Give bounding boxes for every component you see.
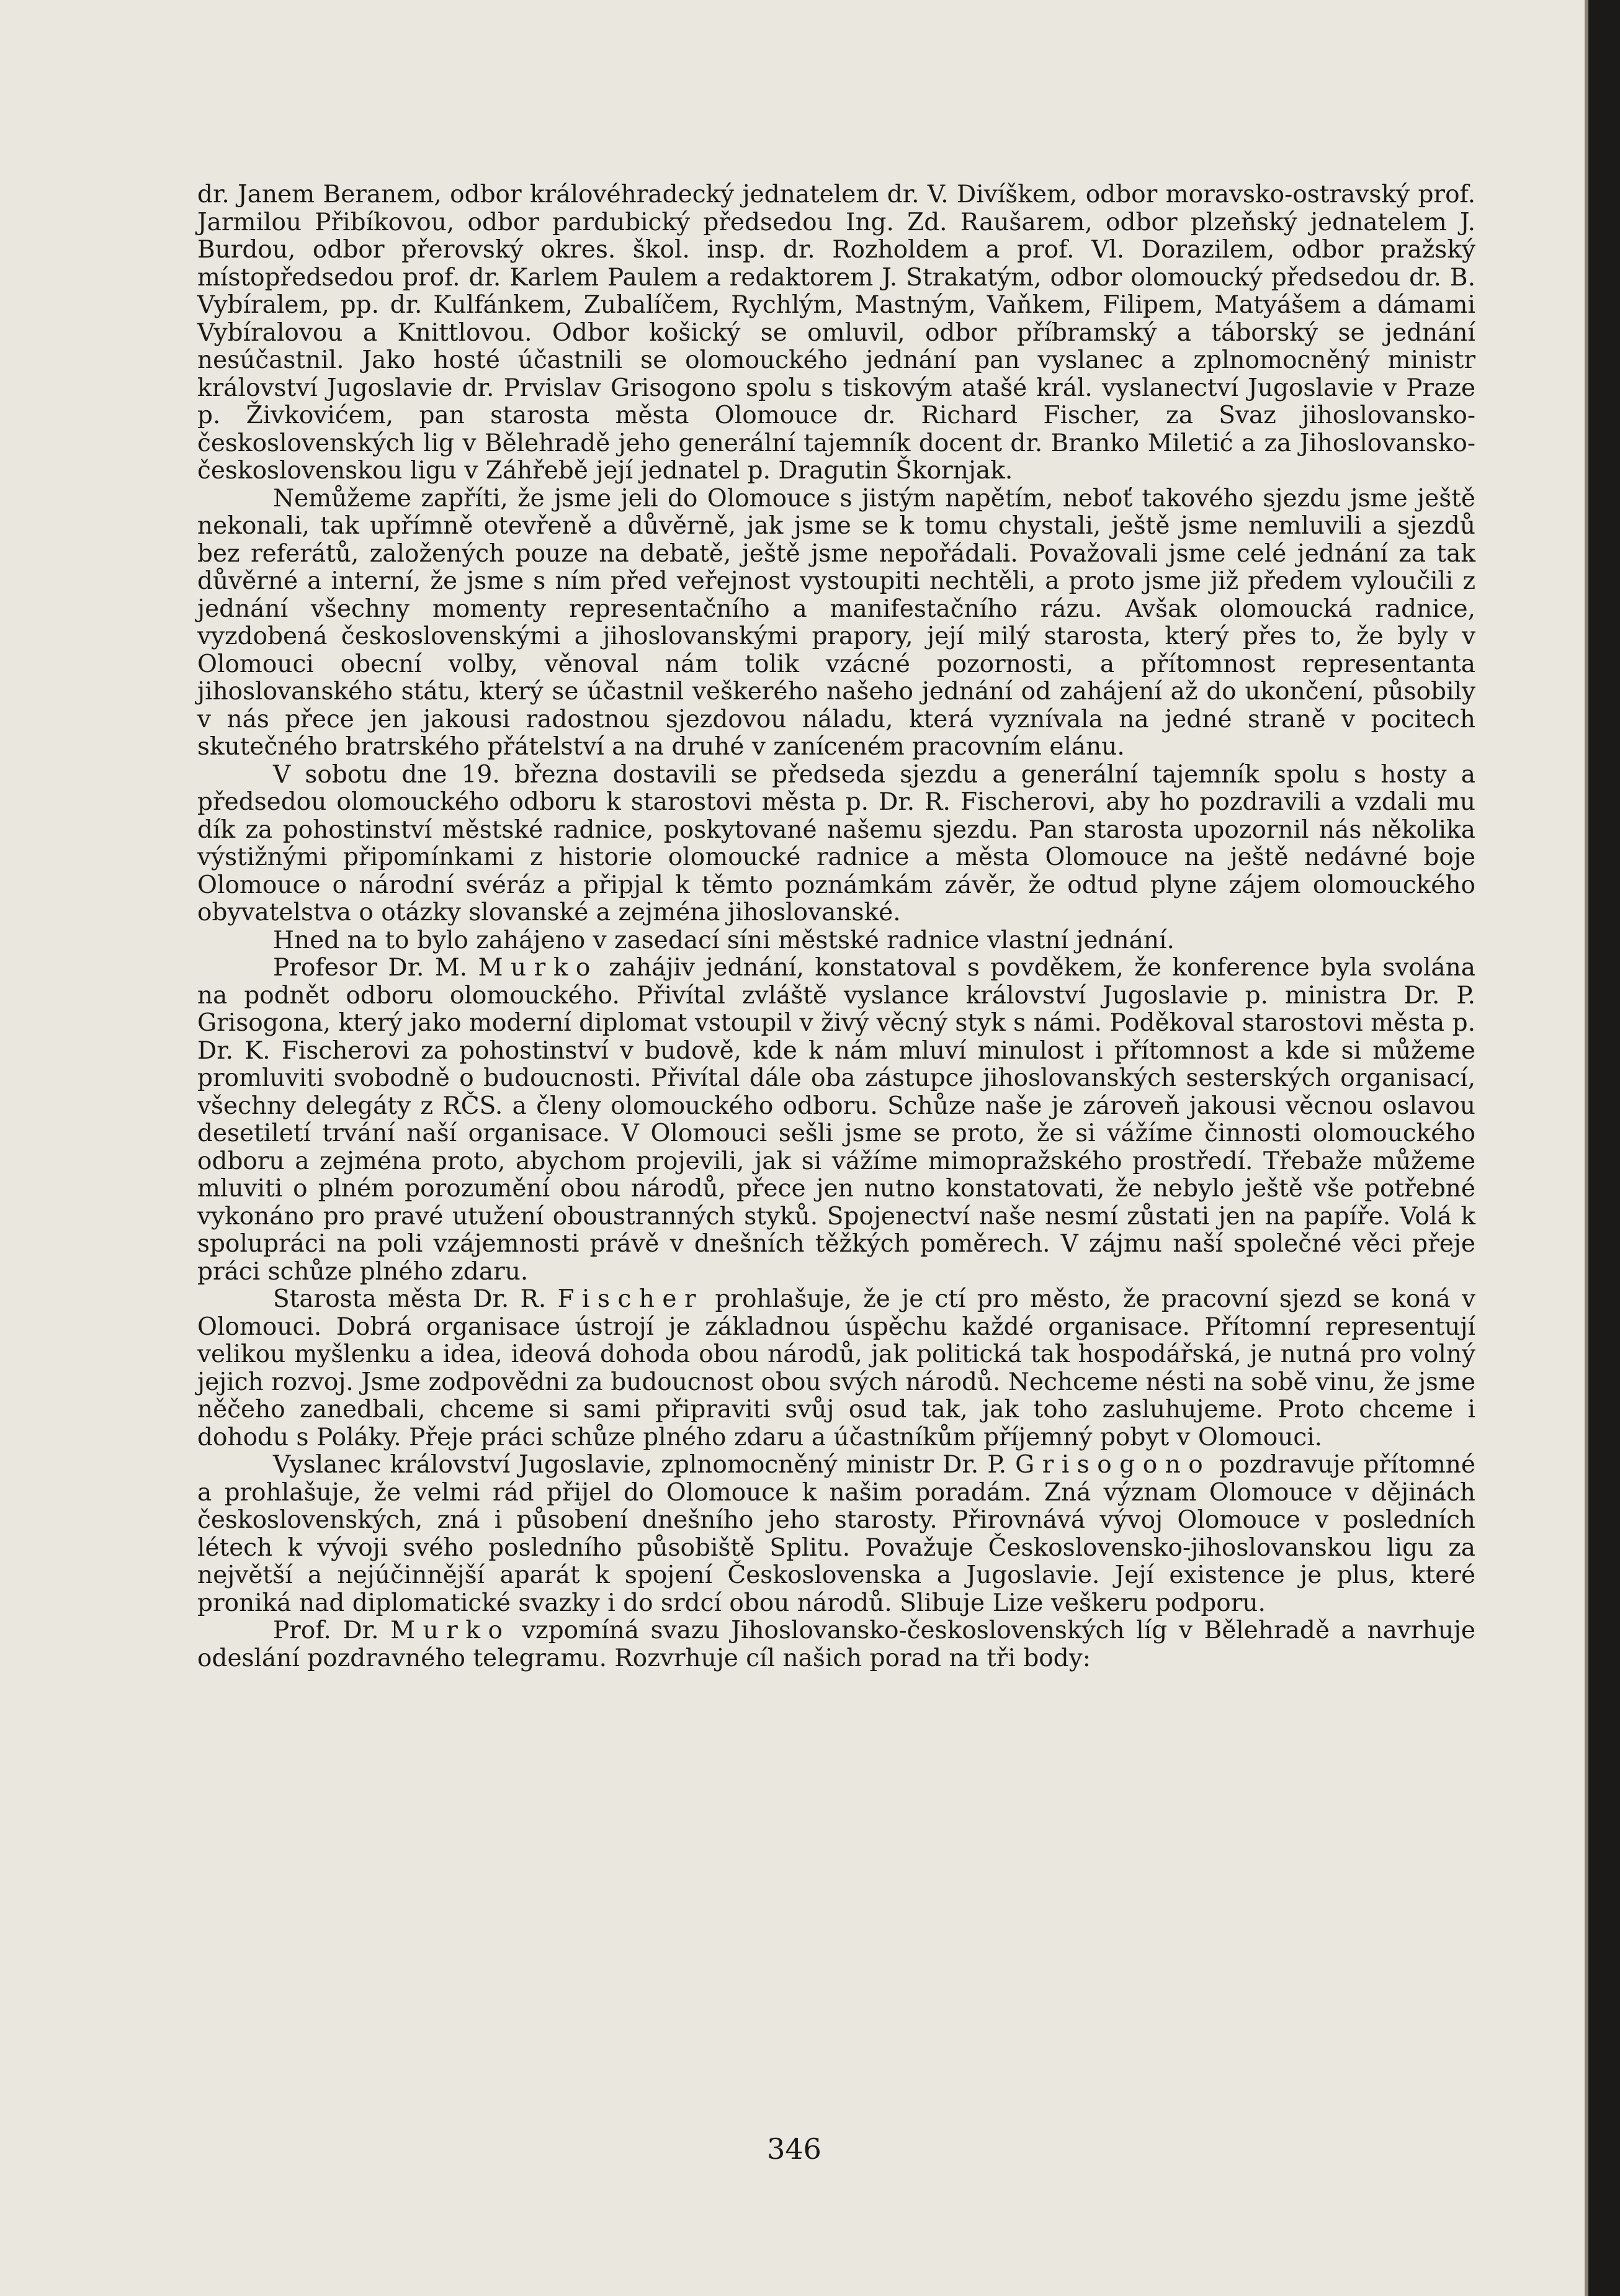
paragraph-grisogono-speech: [197, 1451, 1475, 1617]
paragraph-text: Vyslanec království Jugoslavie, zplnomocněný ministr Dr. P.: [273, 1451, 1016, 1479]
paragraph-text: Prof. Dr.: [273, 1617, 391, 1644]
book-spine: [1588, 0, 1620, 2296]
paragraph-text: Profesor Dr. M.: [273, 954, 478, 982]
speaker-name: Grisogono: [1015, 1451, 1211, 1479]
speaker-name: Murko: [390, 1617, 511, 1644]
paragraph-text: zahájiv jednání, konstatoval s povděkem, že konference byla svolána na podnět odboru olomouckého. Přivítal zvláště vyslance království Jugoslavie p. ministra Dr. P. Grisogona, který jako moderní diplomat vstoupil v živý věcný styk s námi. Poděkoval starostovi města p. Dr. K. Fischerovi za pohostinství v budově, kde k nám mluví minulost i přítomnost a kde si můžeme promluviti svobodně o budoucnosti. Přivítal dále oba zástupce jihoslovanských sesterských organisací, všechny delegáty z RČS. a členy olomouckého odboru. Schůze naše je zároveň jakousi věcnou oslavou desetiletí trvání naší organisace. V Olomouci sešli jsme se proto, že si vážíme činnosti olomouckého odboru a zejména proto, abychom projevili, jak si vážíme mimopražského prostředí. Třebaže můžeme mluviti o plném porozumění obou národů, přece jen nutno konstatovati, že nebylo ještě vše potřebné vykonáno pro pravé utužení oboustranných styků. Spojenectví naše nesmí zůstati jen na papíře. Volá k spolupráci na poli vzájemnosti právě v dnešních těžkých poměrech. V zájmu naší společné věci přeje práci schůze plného zdaru.: [197, 954, 1475, 1286]
paragraph-text: Nemůžeme zapříti, že jsme jeli do Olomouce s jistým napětím, neboť takového sjezdu jsme ještě nekonali, tak upřímně otevřeně a důvěrně, jak jsme se k tomu chystali, ještě jsme nemluvili a sjezdů bez referátů, založených pouze na debatě, ještě jsme nepořádali. Považovali jsme celé jednání za tak důvěrné a interní, že jsme s ním před veřejnost vystoupiti nechtěli, a proto jsme již předem vyloučili z jednání všechny momenty representačního a manifestačního rázu. Avšak olomoucká radnice, vyzdobená československými a jihoslovanskými prapory, její milý starosta, který přes to, že byly v Olomouci obecní volby, věnoval nám tolik vzácné pozornosti, a přítomnost representanta jihoslovanského státu, který se účastnil veškerého našeho jednání od zahájení až do ukončení, působily v nás přece jen jakousi radostnou sjezdovou náladu, která vyznívala na jedné straně v pocitech skutečného bratrského přátelství a na druhé v zaníceném pracovním elánu.: [197, 484, 1475, 761]
paragraph-visit-mayor: [197, 761, 1475, 927]
paragraph-attendees: [197, 181, 1475, 485]
paragraph-murko-speech: [197, 954, 1475, 1286]
page-number: 346: [767, 2132, 821, 2166]
speaker-name: Fischer: [557, 1285, 704, 1313]
body-text: [197, 181, 1475, 1672]
paragraph-text: vzpomíná svazu Jihoslovansko-československých líg v Bělehradě a navrhuje odeslání pozdravného telegramu. Rozvrhuje cíl našich porad na tři body:: [197, 1617, 1475, 1672]
paragraph-fischer-speech: [197, 1286, 1475, 1451]
paragraph-text: prohlašuje, že je ctí pro město, že pracovní sjezd se koná v Olomouci. Dobrá organisace ústrojí je základnou úspěchu každé organisace. Přítomní representují velikou myšlenku a idea, ideová dohoda obou národů, jak politická tak hospodářská, je nutná pro volný jejich rozvoj. Jsme zodpovědni za budoucnost obou svých národů. Nechceme nésti na sobě vinu, že jsme něčeho zanedbali, chceme si sami připraviti svůj osud tak, jak toho zasluhujeme. Proto chceme i dohodu s Poláky. Přeje práci schůze plného zdaru a účastníkům příjemný pobyt v Olomouci.: [197, 1285, 1475, 1451]
paragraph-expectations: [197, 485, 1475, 761]
speaker-name: Murko: [478, 954, 598, 982]
paragraph-text: Starosta města Dr. R.: [273, 1285, 558, 1313]
paragraph-text: pozdravuje přítomné a prohlašuje, že velmi rád přijel do Olomouce k našim poradám. Zná význam Olomouce v dějinách československých, zná i působení dnešního jeho starosty. Přirovnává vývoj Olomouce v posledních létech k vývoji svého posledního působiště Splitu. Považuje Československo-jihoslovanskou ligu za největší a nejúčinnější aparát k spojení Československa a Jugoslavie. Její existence je plus, které proniká nad diplomatické svazky i do srdcí obou národů. Slibuje Lize veškeru podporu.: [197, 1451, 1476, 1617]
paragraph-opening: [197, 927, 1475, 955]
paragraph-text: V sobotu dne 19. března dostavili se předseda sjezdu a generální tajemník spolu s hosty a předsedou olomouckého odboru k starostovi města p. Dr. R. Fischerovi, aby ho pozdravili a vzdali mu dík za pohostinství městské radnice, poskytované našemu sjezdu. Pan starosta upozornil nás několika výstižnými připomínkami z historie olomoucké radnice a města Olomouce na ještě nedávné boje Olomouce o národní svéráz a připjal k těmto poznámkám závěr, že odtud plyne zájem olomouckého obyvatelstva o otázky slovanské a zejména jihoslovanské.: [197, 760, 1475, 926]
paragraph-text: Hned na to bylo zahájeno v zasedací síni městské radnice vlastní jednání.: [273, 926, 1175, 954]
paragraph-murko-telegram: [197, 1617, 1475, 1672]
paragraph-text: dr. Janem Beranem, odbor královéhradecký jednatelem dr. V. Divíškem, odbor moravsko-ostravský prof. Jarmilou Přibíkovou, odbor pardubický předsedou Ing. Zd. Raušarem, odbor plzeňský jednatelem J. Burdou, odbor přerovský okres. škol. insp. dr. Rozholdem a prof. Vl. Dorazilem, odbor pražský místopředsedou prof. dr. Karlem Paulem a redaktorem J. Strakatým, odbor olomoucký předsedou dr. B. Vybíralem, pp. dr. Kulfánkem, Zubalíčem, Rychlým, Mastným, Vaňkem, Filipem, Matyášem a dámami Vybíralovou a Knittlovou. Odbor košický se omluvil, odbor příbramský a táborský se jednání nesúčastnil. Jako hosté účastnili se olomouckého jednání pan vyslanec a zplnomocněný ministr království Jugoslavie dr. Prvislav Grisogono spolu s tiskovým atašé král. vyslanectví Jugoslavie v Praze p. Živkovićem, pan starosta města Olomouce dr. Richard Fischer, za Svaz jihoslovansko-československých lig v Bělehradě jeho generální tajemník docent dr. Branko Miletić a za Jihoslovansko-československou ligu v Záhřebě její jednatel p. Dragutin Škornjak.: [197, 181, 1475, 485]
